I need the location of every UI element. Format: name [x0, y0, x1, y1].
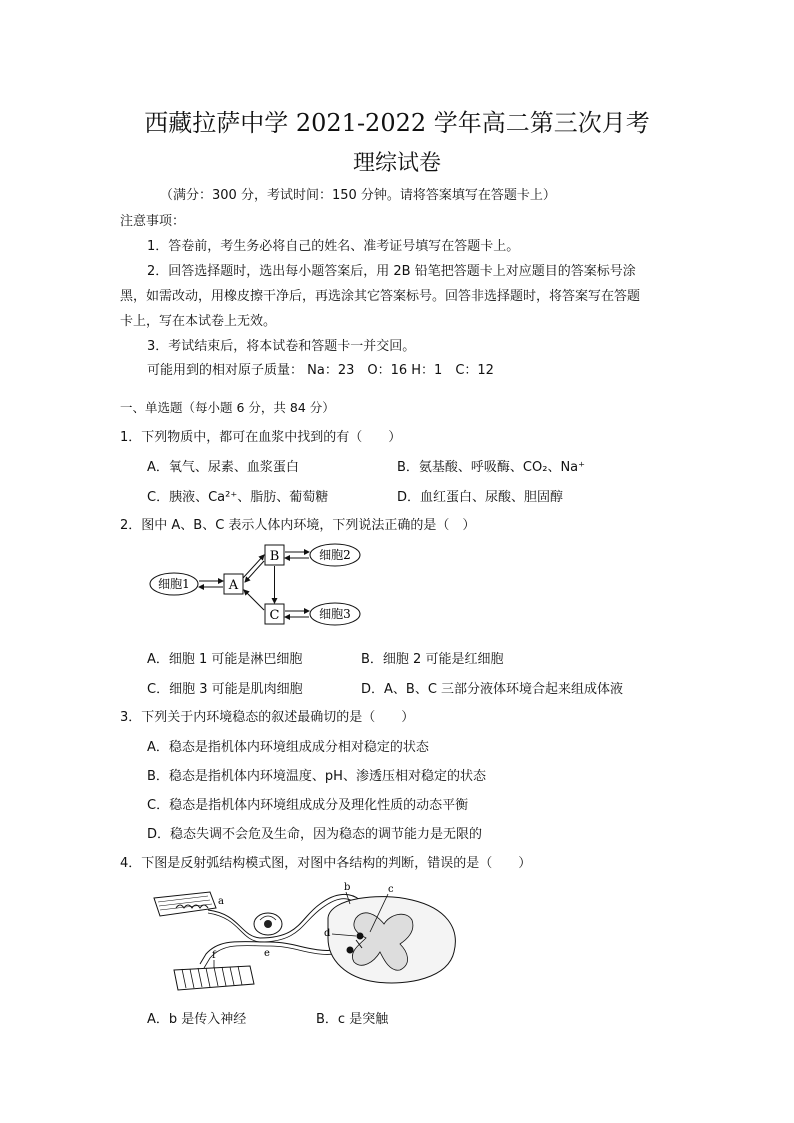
box-b-label: B	[269, 549, 280, 564]
q1-option-a: A．氧气、尿素、血浆蛋白	[147, 460, 299, 475]
cell3-label-text: 细胞3	[319, 607, 351, 621]
cell2-label: 细胞2	[319, 548, 351, 562]
receptor-skin	[154, 892, 216, 916]
label-c: c	[388, 884, 394, 895]
q2-option-b: B．细胞 2 可能是红细胞	[361, 652, 504, 667]
label-b: b	[344, 882, 351, 893]
notice-heading: 注意事项：	[120, 214, 186, 229]
q1-option-b: B．氨基酸、呼吸酶、CO₂、Na⁺	[397, 460, 585, 475]
q1-stem: 1．下列物质中，都可在血浆中找到的有（ ）	[120, 430, 402, 445]
exam-subtitle: 理综试卷	[352, 151, 441, 176]
notice-item-1: 1．答卷前，考生务必将自己的姓名、准考证号填写在答题卡上。	[147, 239, 520, 254]
notice-item-2-line-3: 卡上，写在本试卷上无效。	[120, 314, 277, 329]
q3-option-a: A．稳态是指机体内环境组成成分相对稳定的状态	[147, 740, 429, 755]
q3-option-b: B．稳态是指机体内环境温度、pH、渗透压相对稳定的状态	[147, 769, 486, 784]
q2-option-d: D．A、B、C 三部分液体环境合起来组成体液	[361, 682, 624, 697]
section-heading: 一、单选题（每小题 6 分，共 84 分）	[120, 400, 335, 415]
q3-stem: 3．下列关于内环境稳态的叙述最确切的是（ ）	[120, 710, 415, 725]
reflex-arc-diagram	[150, 878, 470, 1002]
q3-option-c: C．稳态是指机体内环境组成成分及理化性质的动态平衡	[147, 798, 469, 813]
exam-note: （满分：300 分，考试时间：150 分钟。请将答案填写在答题卡上）	[160, 188, 556, 203]
q2-stem: 2．图中 A、B、C 表示人体内环境，下列说法正确的是（ ）	[120, 518, 476, 533]
label-d: d	[324, 928, 331, 939]
box-a-label: A	[228, 578, 239, 593]
atomic-mass-line: 可能用到的相对原子质量： Na：23 O：16 H：1 C：12	[147, 363, 494, 378]
q4-stem: 4．下图是反射弧结构模式图，对图中各结构的判断，错误的是（ ）	[120, 856, 532, 871]
q1-option-c: C．胰液、Ca²⁺、脂肪、葡萄糖	[147, 490, 329, 505]
label-e: e	[264, 948, 270, 959]
cell1-label: 细胞1	[158, 577, 190, 591]
label-a: a	[218, 896, 224, 907]
q4-option-a: A．b 是传入神经	[147, 1012, 247, 1027]
inner-environment-diagram	[148, 538, 368, 638]
q3-option-d: D．稳态失调不会危及生命，因为稳态的调节能力是无限的	[147, 827, 483, 842]
q1-option-d: D．血红蛋白、尿酸、胆固醇	[397, 490, 564, 505]
notice-item-2-line-1: 2．回答选择题时，选出每小题答案后，用 2B 铅笔把答题卡上对应题目的答案标号涂	[147, 264, 636, 279]
notice-item-2-line-2: 黑，如需改动，用橡皮擦干净后，再选涂其它答案标号。回答非选择题时，将答案写在答题	[120, 289, 641, 304]
notice-item-3: 3．考试结束后，将本试卷和答题卡一并交回。	[147, 339, 416, 354]
exam-title: 西藏拉萨中学 2021-2022 学年高二第三次月考	[144, 109, 650, 137]
spinal-cord	[328, 897, 455, 983]
label-f: f	[212, 950, 216, 961]
q2-option-c: C．细胞 3 可能是肌肉细胞	[147, 682, 303, 697]
effector-muscle	[174, 966, 254, 990]
box-c-label: C	[269, 608, 280, 623]
q4-option-b: B．c 是突触	[316, 1012, 389, 1027]
q2-option-a: A．细胞 1 可能是淋巴细胞	[147, 652, 303, 667]
